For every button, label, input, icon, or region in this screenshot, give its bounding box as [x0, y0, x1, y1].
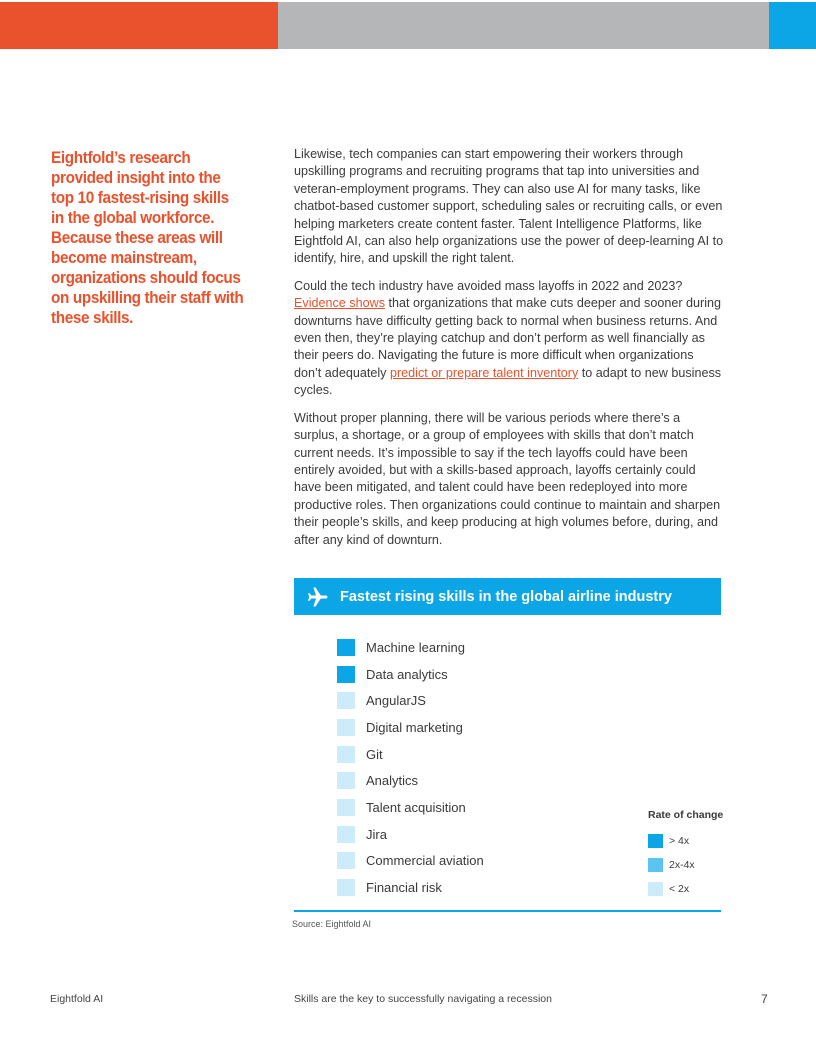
top-bar-orange-segment	[0, 2, 278, 49]
paragraph-2-middle: that organizations that make cuts deeper and sooner during downturns have difficulty getting back to normal when business returns. And even then, they’re playing catchup and don’t perform as well financially as their peers do. Navigating the future is more difficult when organizations don’t adequately	[294, 296, 722, 380]
skill-label: Machine learning	[366, 639, 466, 655]
footer-title: Skills are the key to successfully navigating a recession	[294, 993, 552, 1005]
skill-rate-swatch	[337, 772, 355, 789]
skill-label: Analytics	[366, 773, 419, 789]
chart-title: Fastest rising skills in the global airline industry	[340, 588, 672, 605]
paragraph-1: Likewise, tech companies can start empowering their workers through upskilling programs and recruiting programs that tap into universities and veteran-employment programs. They can also use AI for many tasks, like chatbot-based customer support, scheduling sales or recruiting calls, or even helping marketers create content faster. Talent Intelligence Platforms, like Eightfold AI, can also help organizations use the power of deep-learning AI to identify, hire, and upskill the right talent.	[294, 147, 724, 266]
legend-entry	[648, 829, 723, 853]
skill-row	[337, 741, 484, 768]
page-number: 7	[761, 992, 768, 1006]
chart-bottom-rule	[294, 910, 721, 912]
skills-list	[337, 634, 484, 901]
skill-label: Digital marketing	[366, 719, 463, 735]
skill-row	[337, 634, 484, 661]
skill-label: Financial risk	[366, 880, 442, 896]
body-text	[294, 146, 724, 559]
skill-label: Git	[366, 746, 383, 762]
top-bar-blue-segment	[769, 2, 816, 49]
chart-source: Source: Eightfold AI	[292, 919, 372, 929]
skill-label: AngularJS	[366, 693, 426, 709]
chart-header	[294, 578, 721, 615]
skill-row	[337, 848, 484, 875]
airplane-icon	[306, 585, 330, 609]
skill-row	[337, 794, 484, 821]
skill-rate-swatch	[337, 692, 355, 709]
legend-label: > 4x	[669, 835, 690, 847]
skill-row	[337, 874, 484, 901]
legend-swatch	[648, 882, 663, 896]
legend-swatch	[648, 858, 663, 872]
evidence-shows-link[interactable]: Evidence shows	[294, 296, 386, 311]
top-color-bar	[0, 2, 816, 49]
paragraph-2-start: Could the tech industry have avoided mass layoffs in 2022 and 2023?	[294, 278, 683, 293]
pull-quote: Eightfold’s research provided insight into the top 10 fastest-rising skills in the global workforce. Because these areas will become mainstream, organizations should focus on upskilling their staff with these skills.	[51, 148, 244, 327]
rate-legend	[648, 809, 723, 901]
skill-rate-swatch	[337, 799, 355, 816]
skill-label: Talent acquisition	[366, 799, 466, 815]
legend-entries	[648, 829, 723, 901]
skill-rate-swatch	[337, 639, 355, 656]
paragraph-2	[294, 278, 724, 400]
skill-row	[337, 687, 484, 714]
legend-title: Rate of change	[648, 809, 724, 821]
paragraph-3: Without proper planning, there will be various periods where there’s a surplus, a shortage, or a group of employees with skills that don’t match current needs. It’s impossible to say if the tech layoffs could have been entirely avoided, but with a skills-based approach, layoffs certainly could have been mitigated, and talent could have been redeployed into more productive roles. Then organizations could continue to maintain and sharpen their people’s skills, and keep producing at high volumes before, during, and after any kind of downturn.	[294, 410, 721, 547]
skill-row	[337, 767, 484, 794]
legend-entry	[648, 853, 723, 877]
skill-label: Commercial aviation	[366, 853, 484, 869]
skill-rate-swatch	[337, 826, 355, 843]
skill-rate-swatch	[337, 852, 355, 869]
paragraph-2-end: to adapt to new business cycles.	[294, 365, 722, 398]
predict-talent-inventory-link[interactable]: predict or prepare talent inventory	[389, 365, 579, 380]
skill-rate-swatch	[337, 719, 355, 736]
skill-row	[337, 821, 484, 848]
skill-label: Data analytics	[366, 666, 448, 682]
skill-rate-swatch	[337, 666, 355, 683]
skill-rate-swatch	[337, 746, 355, 763]
top-bar-gray-segment	[278, 2, 769, 49]
footer-brand: Eightfold AI	[50, 993, 104, 1005]
legend-label: < 2x	[669, 883, 690, 895]
legend-label: 2x-4x	[669, 859, 695, 871]
skill-rate-swatch	[337, 879, 355, 896]
legend-entry	[648, 877, 723, 901]
skill-label: Jira	[366, 826, 387, 842]
skill-row	[337, 661, 484, 688]
skill-row	[337, 714, 484, 741]
legend-swatch	[648, 834, 663, 848]
